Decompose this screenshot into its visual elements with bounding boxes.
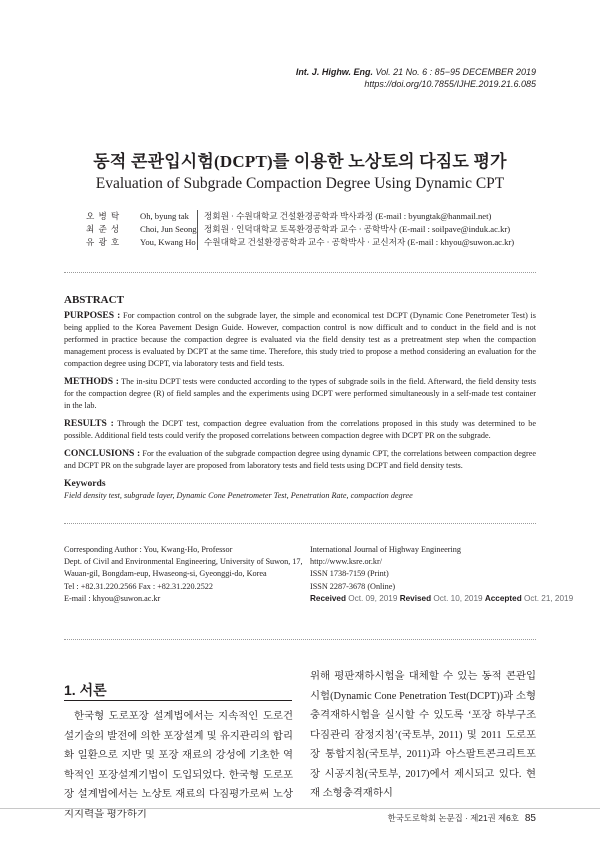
pub-url[interactable]: http://www.ksre.or.kr/ xyxy=(310,557,383,567)
pub-journal-name: International Journal of Highway Engineering xyxy=(310,545,461,554)
author-name-english: You, Kwang Ho xyxy=(140,237,196,247)
abstract xyxy=(64,294,536,502)
abstract-methods xyxy=(64,376,536,412)
accepted-label: Accepted xyxy=(484,593,522,603)
page-footer xyxy=(0,808,600,828)
corresponding-author-block xyxy=(64,544,303,605)
publication-info-block xyxy=(310,544,573,605)
journal-doi[interactable]: https://doi.org/10.7855/IJHE.2019.21.6.085 xyxy=(364,79,536,89)
paper-title-english: Evaluation of Subgrade Compaction Degree Using Dynamic CPT xyxy=(95,175,505,192)
corr-line: Tel : +82.31.220.2566 Fax : +82.31.220.2522 xyxy=(64,581,213,591)
author-affiliation: 정회원 · 인덕대학교 토목환경공학과 교수 · 공학박사 (E-mail : soilpave@induk.ac.kr) xyxy=(204,224,511,234)
revised-label: Revised xyxy=(399,593,432,603)
author-name-korean: 오 병 탁 xyxy=(86,211,121,221)
journal-citation xyxy=(296,66,536,90)
body-text-right-column: 위해 평판재하시험을 대체할 수 있는 동적 콘관입시험(Dynamic Cone Penetration Test(DCPT))과 소형충격재하시험을 실시할 수 있도록 ‘포장 하부구조 다짐관리 잠정지침’(국토부, 2011) 및 2011 도로포장 통합지침(국토부, 2011)과 아스팔트콘크리트포장 시공지침(국토부, 2017)에서 제시되고 있다. 현재 소형충격재하시 xyxy=(310,671,536,799)
abstract-heading: ABSTRACT xyxy=(64,294,124,306)
received-date: Oct. 09, 2019 xyxy=(348,593,398,603)
received-label: Received xyxy=(310,593,346,603)
keywords-heading: Keywords xyxy=(64,478,106,489)
paper-title-korean: 동적 콘관입시험(DCPT)를 이용한 노상토의 다짐도 평가 xyxy=(93,152,507,171)
conclusions-text: For the evaluation of the subgrade compaction degree using dynamic CPT, the correlations between compaction degree and DCPT PR on the subgrade layer are proposed from laboratory tests and field tests using DCPT and field density tests. xyxy=(64,449,536,470)
journal-abbrev: Int. J. Highw. Eng. xyxy=(295,67,373,77)
author-name-korean: 유 광 호 xyxy=(86,237,121,247)
results-label: RESULTS : xyxy=(64,418,114,429)
author-name-english: Oh, byung tak xyxy=(140,211,189,221)
author-name-korean: 최 준 성 xyxy=(86,224,121,234)
pub-issn-print: ISSN 1738-7159 (Print) xyxy=(310,569,389,579)
methods-text: The in-situ DCPT tests were conducted according to the types of subgrade soils in the field. Afterward, the field density tests for the compaction degree (R) of field samples and the experiments using DCPT were performed simultaneously in a self-made test container in the lab. xyxy=(64,377,536,410)
results-text: Through the DCPT test, compaction degree evaluation from the correlations proposed in this study was determined to be possible. Additional field tests could verify the proposed correlations between compaction degree with DCPT PR on the subgrade. xyxy=(64,419,537,440)
corr-email[interactable]: E-mail : khyou@suwon.ac.kr xyxy=(64,593,161,603)
footer-journal-issue: 한국도로학회 논문집 · 제21권 제6호 xyxy=(387,813,519,823)
pub-issn-online: ISSN 2287-3678 (Online) xyxy=(310,581,396,591)
body-text-left-column: 한국형 도로포장 설계법에서는 지속적인 도로건설기술의 발전에 의한 포장설계 및 유지관리의 합리화 일환으로 지반 및 포장 재료의 강성에 기초한 역학적인 포장설계기법이 도입되었다. 한국형 도로포장 설계법에서는 노상토 재료의 다짐평가로써 노상 지지력을 평가하기 xyxy=(64,711,293,820)
abstract-conclusions xyxy=(64,448,536,472)
section-heading: 1. 서론 xyxy=(64,682,107,698)
section-heading-rule xyxy=(64,700,292,701)
keywords-list: Field density test, subgrade layer, Dynamic Cone Penetrometer Test, Penetration Rate, compaction degree xyxy=(64,491,413,500)
corr-line: Wauan-gil, Bongdam-eup, Hwaseong-si, Gyeonggi-do, Korea xyxy=(64,569,267,579)
abstract-results xyxy=(64,418,536,442)
pub-dates xyxy=(310,593,573,605)
footer-rule xyxy=(0,808,600,809)
dotted-divider xyxy=(64,639,536,640)
corr-line: Dept. of Civil and Environmental Engineering, University of Suwon, 17, xyxy=(64,557,303,567)
dotted-divider xyxy=(64,523,536,524)
page-number: 85 xyxy=(524,813,536,824)
author-separator xyxy=(197,210,198,250)
accepted-date: Oct. 21, 2019 xyxy=(523,593,574,603)
abstract-purposes xyxy=(64,310,536,370)
conclusions-label: CONCLUSIONS : xyxy=(64,448,141,459)
dotted-divider xyxy=(64,272,536,273)
purposes-text: For compaction control on the subgrade layer, the simple and economical test DCPT (Dynamic Cone Penetrometer Test) is being applied to the Korea Pavement Design Guide. However, compaction control is now difficult and to conduct in the field and is not performed in practice because the compaction degree is evaluated via the field density test as a pretreatment step when the compaction management process is evaluated by DCPT at the same time. Therefore, this study tried to propose a method considering an evaluation for the compaction degree using DCPT, via laboratory tests and field tests. xyxy=(64,311,536,368)
author-affiliation: 정회원 · 수원대학교 건설환경공학과 박사과정 (E-mail : byungtak@hanmail.net) xyxy=(204,211,492,221)
purposes-label: PURPOSES : xyxy=(64,310,121,321)
revised-date: Oct. 10, 2019 xyxy=(433,593,483,603)
footer-text xyxy=(388,812,536,824)
author-name-english: Choi, Jun Seong xyxy=(140,224,197,234)
author-affiliation: 수원대학교 건설환경공학과 교수 · 공학박사 · 교신저자 (E-mail : khyou@suwon.ac.kr) xyxy=(204,237,515,247)
methods-label: METHODS : xyxy=(64,376,119,387)
journal-volume: Vol. 21 No. 6 : 85−95 DECEMBER 2019 xyxy=(372,67,536,77)
corr-line: Corresponding Author : You, Kwang-Ho, Professor xyxy=(64,545,233,554)
